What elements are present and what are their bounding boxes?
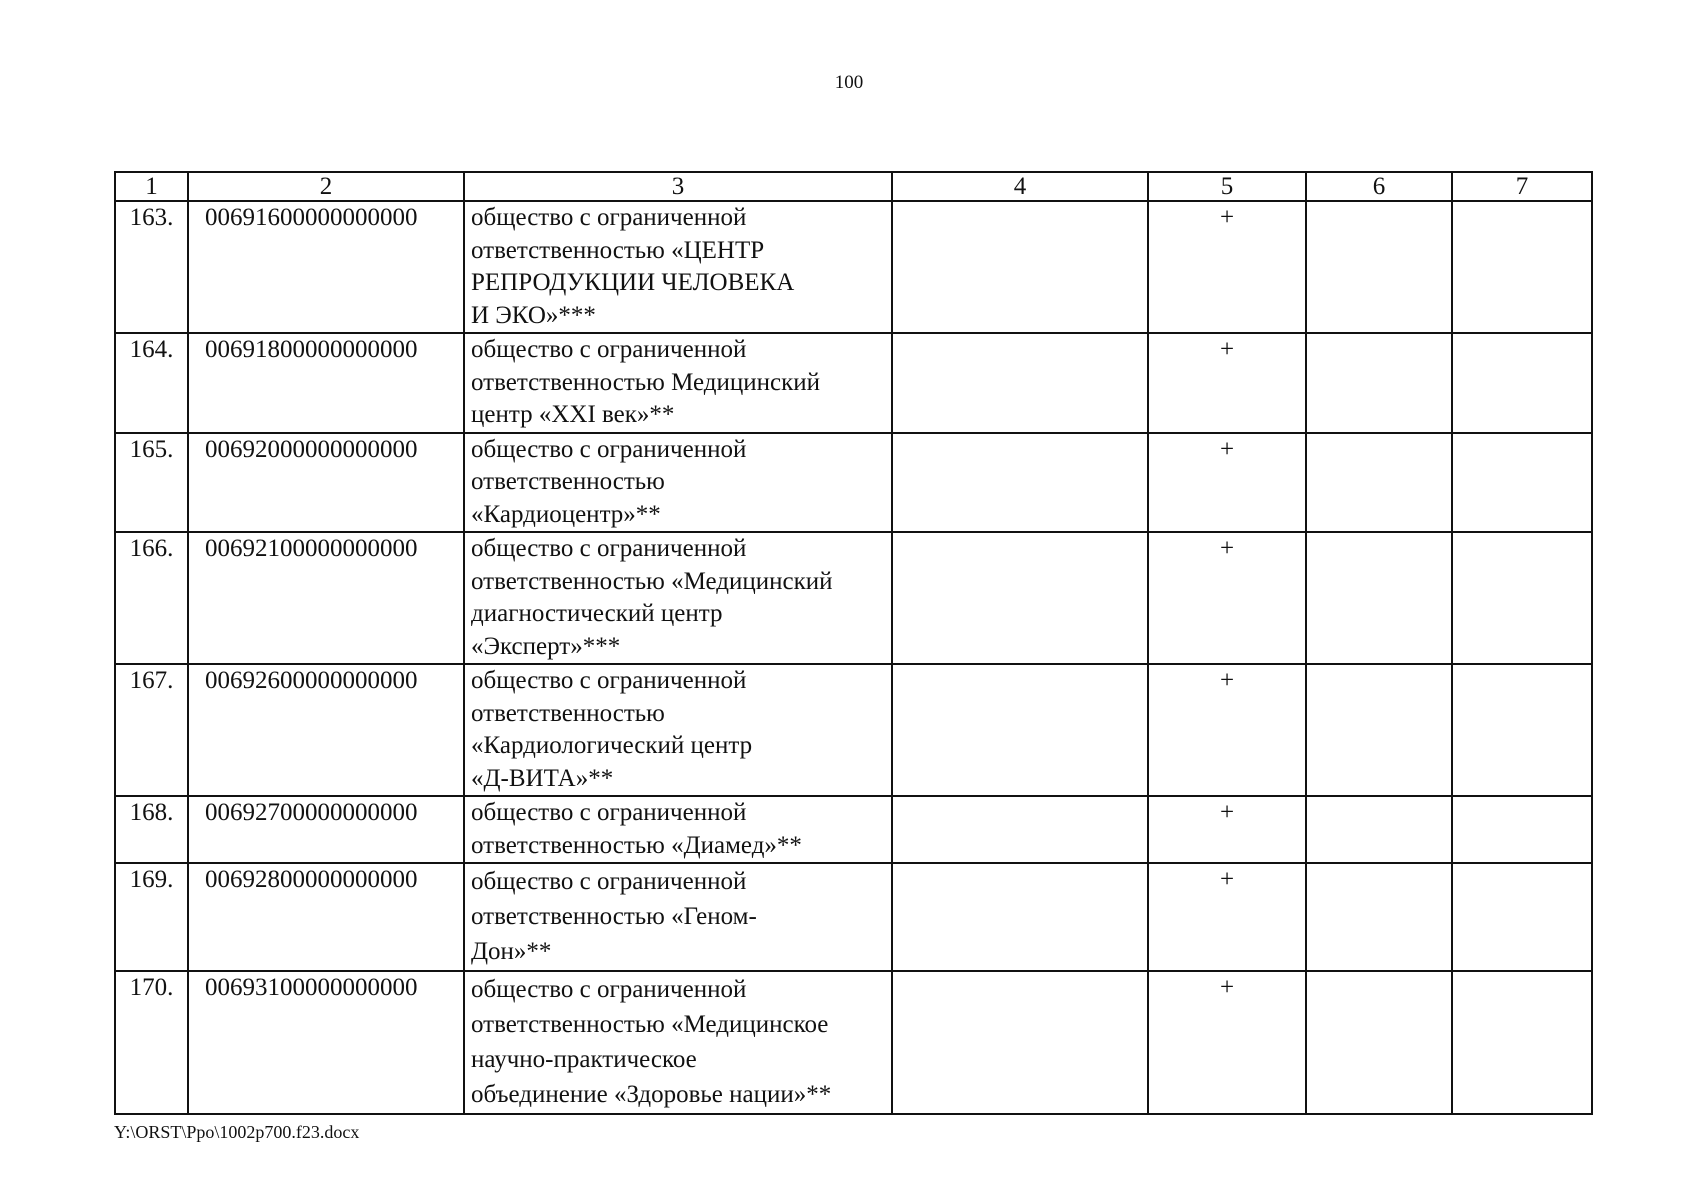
row-col-5-mark: + [1148, 863, 1306, 971]
name-line: Дон»** [471, 938, 552, 965]
row-col-4 [892, 333, 1148, 433]
row-organization-name [464, 863, 892, 971]
name-line: «Д-ВИТА»** [471, 764, 614, 792]
row-number: 167. [115, 664, 188, 796]
row-code: 00692000000000000 [188, 433, 464, 533]
row-number: 163. [115, 201, 188, 333]
document-file-path: Y:\ORST\Ppo\1002p700.f23.docx [114, 1122, 360, 1142]
row-col-5-mark: + [1148, 664, 1306, 796]
row-code: 00693100000000000 [188, 971, 464, 1114]
row-col-6 [1306, 664, 1452, 796]
name-line: ответственностью [471, 468, 665, 495]
row-number: 165. [115, 433, 188, 533]
row-organization-name [464, 971, 892, 1114]
row-col-4 [892, 201, 1148, 333]
row-number: 164. [115, 333, 188, 433]
name-line: ответственностью Медицинский [471, 368, 820, 396]
row-code: 00691800000000000 [188, 333, 464, 433]
table-row [115, 532, 1592, 664]
table-row [115, 863, 1592, 971]
page-number: 100 [834, 72, 864, 93]
name-line: общество с ограниченной [471, 976, 747, 1003]
row-col-7 [1452, 532, 1592, 664]
row-col-7 [1452, 796, 1592, 863]
table-row [115, 201, 1592, 333]
name-line: общество с ограниченной [471, 799, 747, 826]
row-organization-name [464, 201, 892, 333]
row-col-5-mark: + [1148, 971, 1306, 1114]
name-line: научно-практическое [471, 1046, 697, 1073]
row-col-7 [1452, 664, 1592, 796]
row-col-7 [1452, 333, 1592, 433]
row-col-4 [892, 971, 1148, 1114]
name-line: И ЭКО»*** [471, 301, 596, 329]
registry-table [114, 171, 1593, 1115]
row-col-6 [1306, 333, 1452, 433]
name-line: общество с ограниченной [471, 204, 747, 231]
row-number: 170. [115, 971, 188, 1114]
row-code: 00692100000000000 [188, 532, 464, 664]
name-line: объединение «Здоровье нации»** [471, 1081, 832, 1108]
row-col-7 [1452, 971, 1592, 1114]
row-col-5-mark: + [1148, 201, 1306, 333]
name-line: ответственностью «Геном- [471, 903, 757, 930]
table-row [115, 796, 1592, 863]
row-code: 00692700000000000 [188, 796, 464, 863]
row-col-6 [1306, 532, 1452, 664]
row-col-5-mark: + [1148, 532, 1306, 664]
row-number: 169. [115, 863, 188, 971]
row-col-7 [1452, 863, 1592, 971]
row-col-4 [892, 532, 1148, 664]
row-col-4 [892, 796, 1148, 863]
row-code: 00692600000000000 [188, 664, 464, 796]
row-organization-name [464, 664, 892, 796]
name-line: ответственностью «Медицинский [471, 567, 833, 595]
name-line: «Кардиологический центр [471, 732, 753, 759]
row-col-4 [892, 863, 1148, 971]
row-col-5-mark: + [1148, 333, 1306, 433]
row-organization-name [464, 532, 892, 664]
row-col-7 [1452, 201, 1592, 333]
row-col-4 [892, 664, 1148, 796]
name-line: общество с ограниченной [471, 868, 747, 895]
row-organization-name [464, 433, 892, 533]
name-line: РЕПРОДУКЦИИ ЧЕЛОВЕКА [471, 269, 795, 296]
table-row [115, 433, 1592, 533]
header-col-1: 1 [115, 172, 188, 201]
name-line: общество с ограниченной [471, 435, 747, 463]
row-col-6 [1306, 201, 1452, 333]
header-col-4: 4 [892, 172, 1148, 201]
table-row [115, 971, 1592, 1114]
name-line: ответственностью [471, 699, 665, 727]
table-row [115, 664, 1592, 796]
row-col-6 [1306, 971, 1452, 1114]
header-col-6: 6 [1306, 172, 1452, 201]
header-col-7: 7 [1452, 172, 1592, 201]
row-col-6 [1306, 796, 1452, 863]
header-col-3: 3 [464, 172, 892, 201]
name-line: ответственностью «ЦЕНТР [471, 236, 765, 264]
row-code: 00692800000000000 [188, 863, 464, 971]
row-number: 168. [115, 796, 188, 863]
name-line: общество с ограниченной [471, 336, 747, 363]
table-row [115, 333, 1592, 433]
row-col-6 [1306, 863, 1452, 971]
row-col-6 [1306, 433, 1452, 533]
name-line: ответственностью «Диамед»** [471, 831, 802, 859]
name-line: центр «XXI век»** [471, 401, 675, 428]
row-number: 166. [115, 532, 188, 664]
name-line: общество с ограниченной [471, 667, 747, 694]
name-line: диагностический центр [471, 600, 723, 627]
name-line: общество с ограниченной [471, 535, 747, 562]
name-line: ответственностью «Медицинское [471, 1011, 829, 1038]
row-organization-name [464, 796, 892, 863]
row-col-7 [1452, 433, 1592, 533]
row-col-5-mark: + [1148, 433, 1306, 533]
name-line: «Эксперт»*** [471, 632, 621, 660]
header-col-5: 5 [1148, 172, 1306, 201]
row-col-5-mark: + [1148, 796, 1306, 863]
row-organization-name [464, 333, 892, 433]
row-col-4 [892, 433, 1148, 533]
header-col-2: 2 [188, 172, 464, 201]
name-line: «Кардиоцентр»** [471, 500, 661, 528]
table-header [115, 172, 1592, 201]
table-body [115, 201, 1592, 1114]
row-code: 00691600000000000 [188, 201, 464, 333]
